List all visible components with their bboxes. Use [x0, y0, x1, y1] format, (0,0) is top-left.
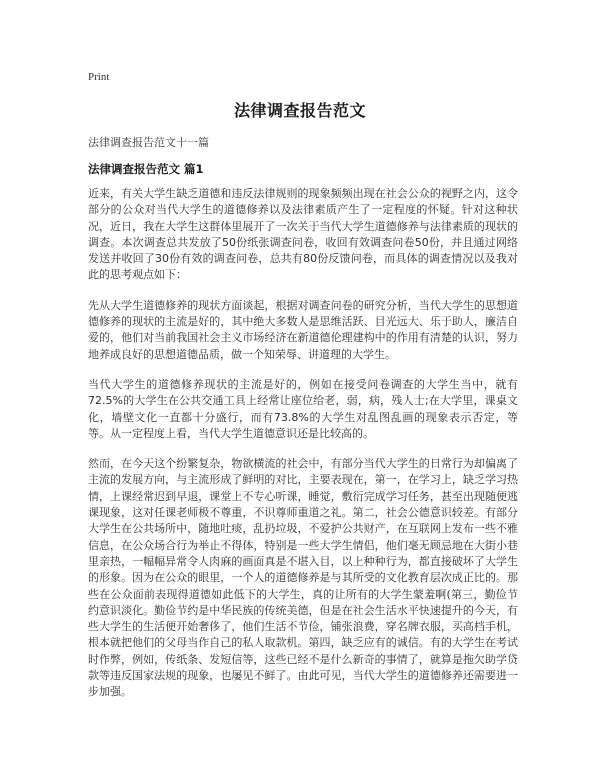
paragraph-4: 然而，在今天这个纷繁复杂，物欲横流的社会中，有部分当代大学生的日常行为却偏离了主流的发展方向，与主流形成了鲜明的对比，主要表现在，第一，在学习上，缺乏学习热情，上课经常迟到早退，课堂上不专心听课，睡觉，敷衍完成学习任务，甚至出现随便逃课现象，这对任课老师极不尊重，不识尊师重道之礼。第二，社会公德意识较差。有部分大学生在公共场所中，随地吐痰，乱扔垃圾，不爱护公共财产，在互联网上发布一些不雅信息，在公众场合行为举止不得体，特别是一些大学生情侣，他们毫无顾忌地在大街小巷里亲热，一幅幅异常令人肉麻的画面真是不堪入目，以上种种行为，都直接破坏了大学生的形象。因为在公众的眼里，一个人的道德修养是与其所受的文化教育层次成正比的。那些在公众面前表现得道德如此低下的大学生，真的让所有的大学生蒙羞啊(第三，勤俭节约意识淡化。勤俭节约是中华民族的传统美德，但是在社会生活水平快速提升的今天，有些大学生的生活便开始奢侈了，他们生活不节俭，铺张浪费，穿名牌衣服，买高档手机，根本就把他们的父母当作自己的私人取款机。第四，缺乏应有的诚信。有的大学生在考试时作弊，例如，传纸条、发短信等，这些已经不是什么新奇的事情了，就算是拖欠助学贷款等违反国家法规的现象，也屡见不鲜了。由此可见，当代大学生的道德修养还需要进一步加强。 — [88, 457, 518, 699]
print-label[interactable]: Print — [88, 71, 110, 83]
paragraph-3: 当代大学生的道德修养现状的主流是好的，例如在接受问卷调查的大学生当中，就有72.5%的大学生在公共交通工具上经常让座位给老，弱，病，残人士;在大学里，课桌文化，墙壁文化一直都十分盛行，而有73.8%的大学生对乱图乱画的现象表示否定，等等。从一定程度上看，当代大学生道德意识还是比较高的。 — [88, 377, 518, 440]
section-heading: 法律调查报告范文 篇1 — [88, 162, 204, 176]
paragraph-2: 先从大学生道德修养的现状方面谈起，根据对调查问卷的研究分析，当代大学生的思想道德修养的现状的主流是好的，其中绝大多数人是思维活跃、目光远大、乐于助人，廉洁自爱的，他们对当前我国社会主义市场经济在新道德伦理建构中的作用有清楚的认识，努力地养成良好的思想道德品质，做一个知荣辱、讲道理的大学生。 — [88, 298, 518, 361]
article-body — [88, 186, 518, 715]
page-title: 法律调查报告范文 — [233, 101, 366, 120]
paragraph-1: 近来，有关大学生缺乏道德和违反法律规则的现象频频出现在社会公众的视野之内，这令部分的公众对当代大学生的道德修养以及法律素质产生了一定程度的怀疑。针对这种状况，近日，我在大学生这群体里展开了一次关于当代大学生道德修养与法律素质的现状的调查。本次调查总共发放了50份纸张调查问卷，收回有效调查问卷50份，并且通过网络发送并收回了30份有效的调查问卷，总共有80份反馈问卷，而具体的调查情况以及我对此的思考观点如下： — [88, 187, 518, 282]
document-subtitle: 法律调查报告范文十一篇 — [88, 136, 209, 149]
